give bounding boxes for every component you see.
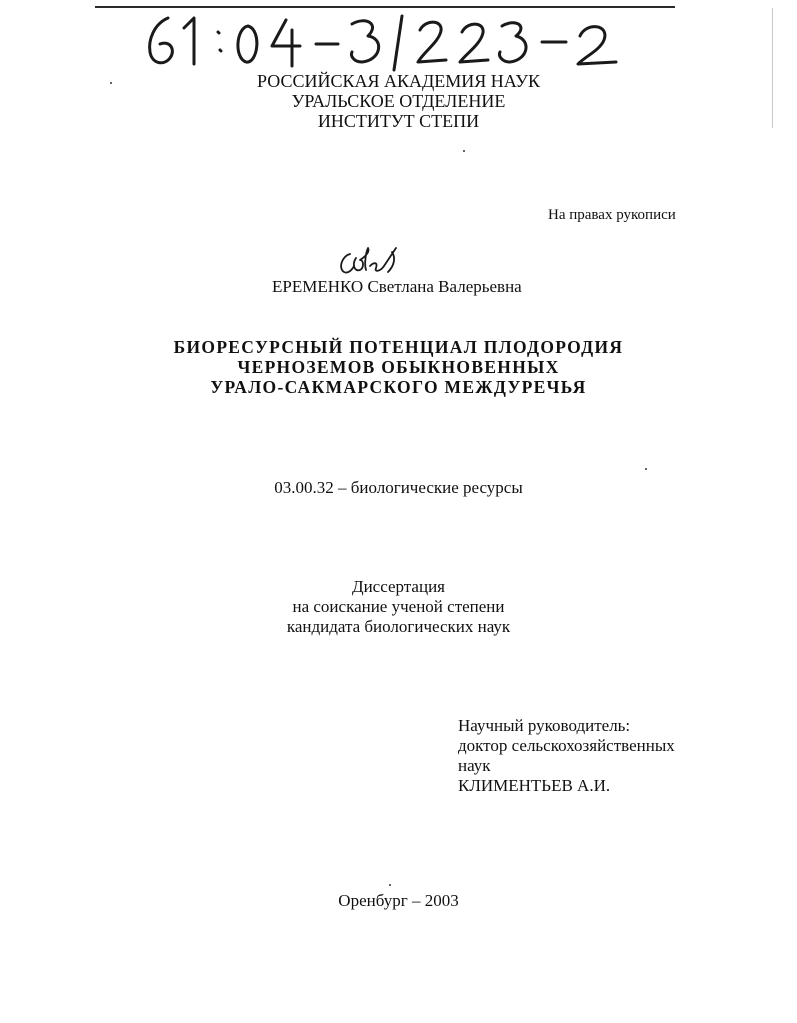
handwritten-signature (336, 242, 406, 278)
specialty-code: 03.00.32 – биологические ресурсы (274, 478, 523, 497)
scan-speck (645, 468, 647, 470)
degree-line: Диссертация (351, 577, 445, 596)
title-line: БИОРЕСУРСНЫЙ ПОТЕНЦИАЛ ПЛОДОРОДИЯ (173, 337, 624, 357)
institution-academy: РОССИЙСКАЯ АКАДЕМИЯ НАУК (257, 71, 540, 91)
handwritten-archive-number-drawing (140, 6, 640, 76)
scan-speck (463, 150, 465, 152)
title-line: УРАЛО-САКМАРСКОГО МЕЖДУРЕЧЬЯ (210, 377, 587, 397)
handwritten-archive-number (140, 6, 640, 76)
place-and-year: Оренбург – 2003 (338, 891, 459, 910)
supervisor-label: Научный руководитель: (458, 716, 631, 735)
supervisor-name: КЛИМЕНТЬЕВ А.И. (458, 776, 611, 795)
institution-block (0, 71, 797, 131)
dissertation-title (0, 337, 797, 397)
institution-branch: УРАЛЬСКОЕ ОТДЕЛЕНИЕ (291, 91, 506, 111)
degree-line: на соискание ученой степени (292, 597, 505, 616)
supervisor-block (458, 716, 675, 796)
scan-speck (389, 884, 391, 886)
degree-line: кандидата биологических наук (286, 617, 511, 636)
supervisor-rank: наук (458, 756, 491, 775)
supervisor-rank: доктор сельскохозяйственных (458, 736, 675, 755)
scan-speck (110, 82, 112, 84)
degree-block (0, 577, 797, 637)
title-line: ЧЕРНОЗЕМОВ ОБЫКНОВЕННЫХ (237, 357, 560, 377)
institution-institute: ИНСТИТУТ СТЕПИ (317, 111, 480, 131)
author-name: ЕРЕМЕНКО Светлана Валерьевна (272, 277, 522, 296)
manuscript-rights-note: На правах рукописи (548, 207, 676, 223)
